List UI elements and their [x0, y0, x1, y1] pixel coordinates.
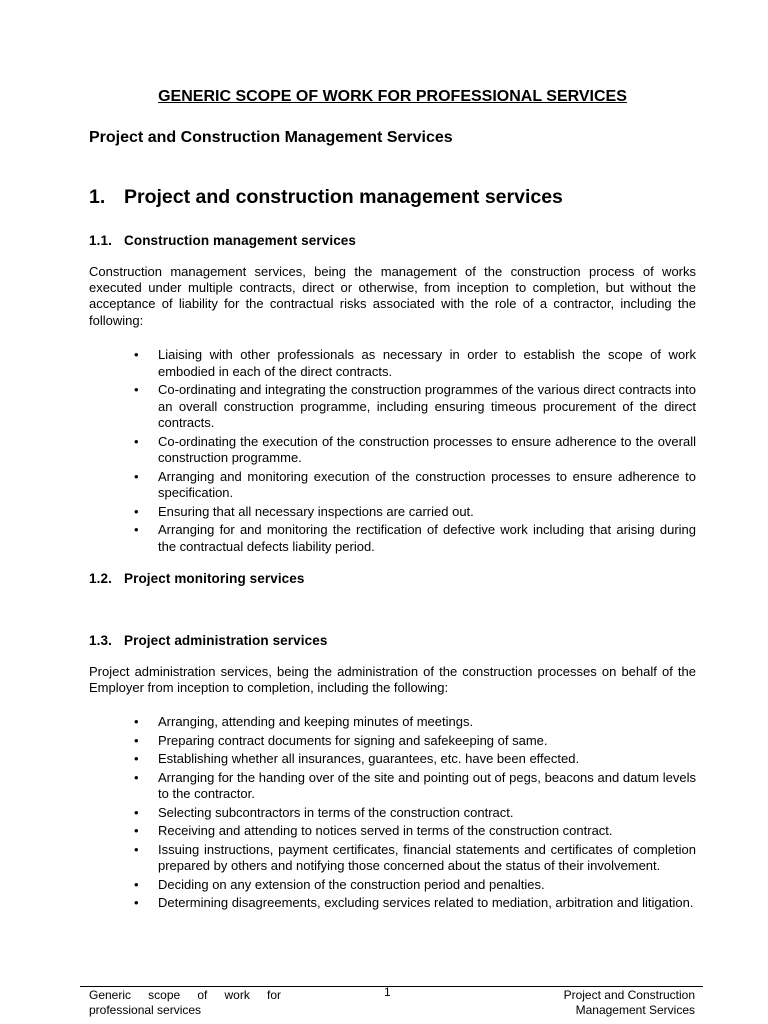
page-number: 1 — [384, 985, 391, 999]
bullet-item — [89, 842, 696, 875]
footer-right-text — [500, 988, 695, 1018]
section-1-3-heading — [89, 633, 327, 648]
document-title: GENERIC SCOPE OF WORK FOR PROFESSIONAL SERVICES — [158, 88, 627, 105]
section-1-title: Project and construction management services — [124, 186, 563, 208]
bullet-text: Establishing whether all insurances, guarantees, etc. have been effected. — [158, 751, 580, 766]
bullet-icon: • — [134, 876, 139, 892]
bullet-text: Arranging and monitoring execution of the construction processes to ensure adherence to specification. — [158, 468, 696, 500]
bullet-icon: • — [134, 382, 139, 397]
bullet-item — [89, 714, 696, 731]
footer-divider — [80, 986, 703, 987]
bullet-icon: • — [134, 732, 139, 748]
bullet-icon: • — [134, 503, 139, 519]
bullet-item — [89, 504, 696, 521]
bullet-item — [89, 770, 696, 803]
bullet-text: Arranging for and monitoring the rectification of defective work including that arising during the contractual defects liability period. — [158, 522, 696, 554]
bullet-text: Co-ordinating the execution of the construction processes to ensure adherence to the overall construction programme. — [158, 433, 696, 465]
footer-left-text — [89, 988, 281, 1018]
bullet-icon: • — [134, 823, 139, 838]
bullet-text: Co-ordinating and integrating the construction programmes of the various direct contracts into an overall construction programme, including ensuring timeous procurement of the direct contracts. — [158, 382, 696, 430]
footer-right-line-1: Project and Construction — [563, 988, 695, 1002]
section-1-1-number: 1.1. — [89, 233, 112, 248]
section-1-1-intro: Construction management services, being the management of the construction process of works executed under multiple contracts, direct or otherwise, from inception to completion, but without the acceptance of liability for the contractual risks associated with the role of a contractor, including the following: — [89, 264, 696, 328]
section-1-2-title: Project monitoring services — [124, 571, 305, 586]
bullet-text: Liaising with other professionals as necessary in order to establish the scope of work embodied in each of the direct contracts. — [158, 347, 696, 379]
footer-left-line-2: professional services — [89, 1003, 202, 1017]
bullet-icon: • — [134, 433, 139, 449]
section-1-1-title: Construction management services — [124, 233, 357, 248]
bullet-item — [89, 382, 696, 432]
footer-left-line-1: Generic scope of work for — [89, 988, 281, 1002]
bullet-text: Deciding on any extension of the construction period and penalties. — [158, 876, 545, 892]
section-1-3-bullet-list — [89, 714, 696, 914]
bullet-icon: • — [134, 751, 139, 766]
bullet-icon: • — [134, 895, 139, 910]
bullet-item — [89, 895, 696, 912]
bullet-item — [89, 751, 696, 768]
footer-right-line-2: Management Services — [575, 1003, 695, 1017]
bullet-text: Arranging for the handing over of the site and pointing out of pegs, beacons and datum levels to the contractor. — [158, 769, 696, 801]
bullet-icon: • — [134, 841, 139, 857]
bullet-icon: • — [134, 468, 139, 484]
section-1-3-title: Project administration services — [124, 633, 328, 648]
section-1-number: 1. — [89, 186, 106, 208]
bullet-item — [89, 347, 696, 380]
bullet-text: Determining disagreements, excluding services related to mediation, arbitration and litigation. — [158, 895, 694, 910]
section-1-1-heading — [89, 233, 356, 248]
section-1-3-number: 1.3. — [89, 633, 112, 648]
bullet-icon: • — [134, 714, 139, 729]
bullet-icon: • — [134, 804, 139, 820]
section-1-2-number: 1.2. — [89, 571, 112, 586]
section-1-1-bullet-list — [89, 347, 696, 557]
bullet-item — [89, 733, 696, 750]
section-1-2-heading — [89, 571, 305, 586]
bullet-text: Selecting subcontractors in terms of the construction contract. — [158, 804, 514, 820]
bullet-item — [89, 877, 696, 894]
bullet-item — [89, 434, 696, 467]
bullet-icon: • — [134, 347, 139, 362]
bullet-text: Receiving and attending to notices served in terms of the construction contract. — [158, 823, 613, 838]
bullet-text: Issuing instructions, payment certificates, financial statements and certificates of completion prepared by others and notifying those concerned about the status of their involvement. — [158, 841, 696, 873]
bullet-text: Arranging, attending and keeping minutes of meetings. — [158, 714, 474, 729]
bullet-item — [89, 805, 696, 822]
document-subtitle: Project and Construction Management Services — [89, 129, 453, 146]
section-1-heading — [89, 186, 563, 209]
bullet-icon: • — [134, 769, 139, 785]
section-1-3-intro: Project administration services, being the administration of the construction processes on behalf of the Employer from inception to completion, including the following: — [89, 664, 696, 696]
bullet-item — [89, 823, 696, 840]
bullet-icon: • — [134, 522, 139, 537]
bullet-text: Preparing contract documents for signing and safekeeping of same. — [158, 732, 548, 748]
bullet-text: Ensuring that all necessary inspections are carried out. — [158, 503, 474, 519]
bullet-item — [89, 469, 696, 502]
bullet-item — [89, 522, 696, 555]
